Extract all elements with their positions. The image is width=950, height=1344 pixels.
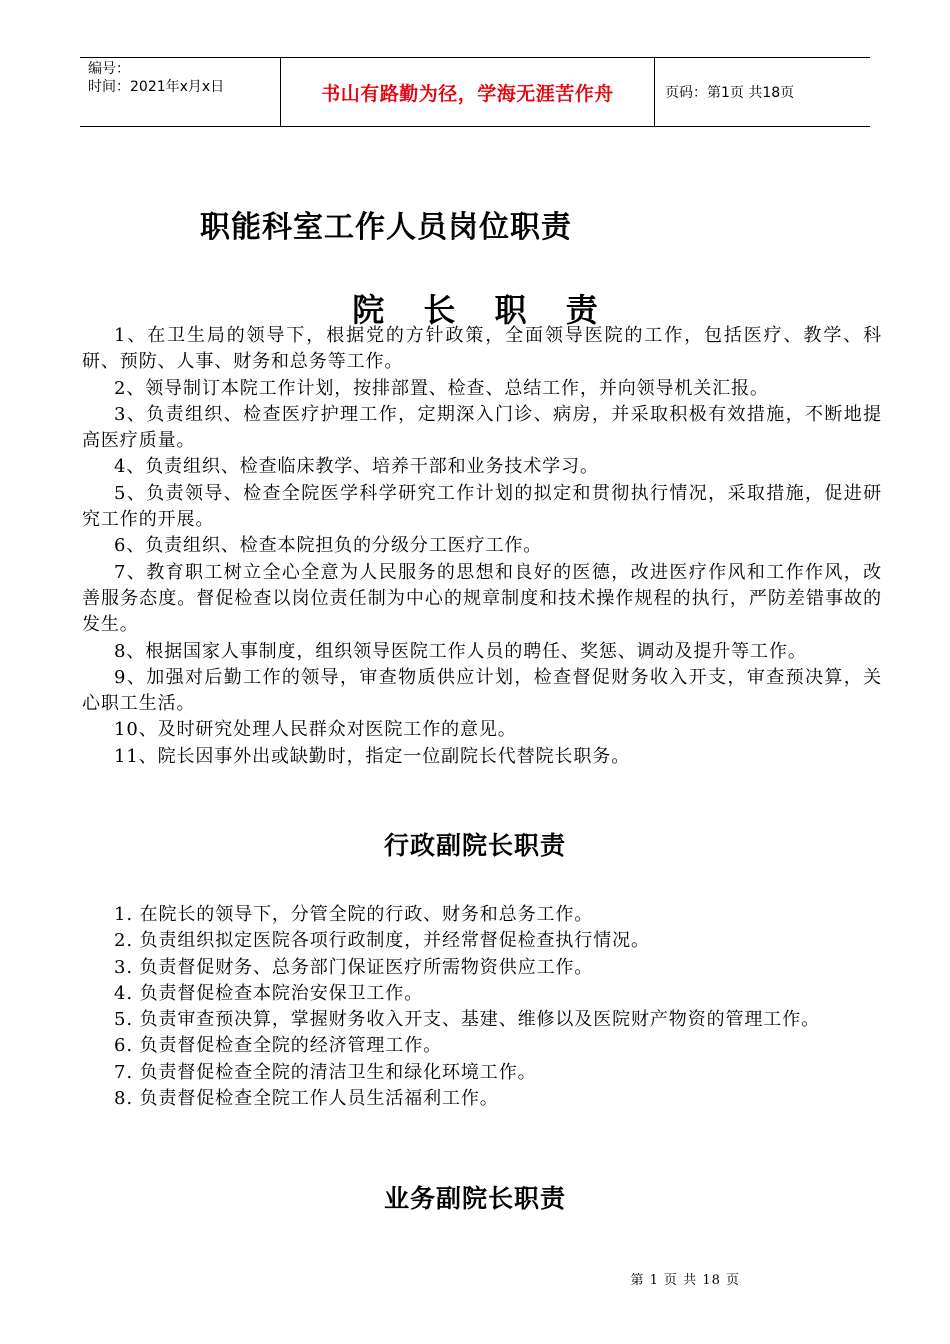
list-item: 5、负责领导、检查全院医学科学研究工作计划的拟定和贯彻执行情况，采取措施，促进研究工作的开展。	[82, 482, 882, 531]
list-item: 8、根据国家人事制度，组织领导医院工作人员的聘任、奖惩、调动及提升等工作。	[114, 640, 807, 662]
list-item: 7、教育职工树立全心全意为人民服务的思想和良好的医德，改进医疗作风和工作作风，改善服务态度。督促检查以岗位责任制为中心的规章制度和技术操作规程的执行，严防差错事故的发生。	[82, 561, 882, 636]
section-body-president	[82, 323, 882, 770]
list-item: 4、负责组织、检查临床教学、培养干部和业务技术学习。	[114, 456, 599, 478]
section-title-president: 院 长 职 责	[352, 291, 612, 329]
list-item: 8. 负责督促检查全院工作人员生活福利工作。	[114, 1088, 499, 1110]
list-item: 6、负责组织、检查本院担负的分级分工医疗工作。	[114, 535, 543, 557]
section-body-admin-vice	[82, 902, 882, 1112]
list-item: 7. 负责督促检查全院的清洁卫生和绿化环境工作。	[114, 1061, 537, 1083]
header-motto: 书山有路勤为径，学海无涯苦作舟	[281, 58, 655, 126]
list-item: 4. 负责督促检查本院治安保卫工作。	[114, 982, 424, 1004]
header-meta	[80, 58, 281, 126]
list-item: 2. 负责组织拟定医院各项行政制度，并经常督促检查执行情况。	[114, 930, 650, 952]
page-header	[80, 57, 870, 127]
list-item: 6. 负责督促检查全院的经济管理工作。	[114, 1035, 442, 1057]
list-item: 10、及时研究处理人民群众对医院工作的意见。	[114, 719, 517, 741]
document-time-label: 时间：2021年x月x日	[88, 79, 225, 95]
list-item: 2、领导制订本院工作计划，按排部置、检查、总结工作，并向领导机关汇报。	[114, 377, 769, 399]
list-item: 11、院长因事外出或缺勤时，指定一位副院长代替院长职务。	[114, 745, 631, 767]
list-item: 1. 在院长的领导下，分管全院的行政、财务和总务工作。	[114, 904, 594, 925]
list-item: 9、加强对后勤工作的领导，审查物质供应计划，检查督促财务收入开支，审查预决算，关心职工生活。	[82, 666, 882, 715]
section-title-admin-vice: 行政副院长职责	[383, 831, 566, 860]
list-item: 1、在卫生局的领导下，根据党的方针政策，全面领导医院的工作，包括医疗、教学、科研、预防、人事、财务和总务等工作。	[82, 325, 882, 373]
list-item: 3. 负责督促财务、总务部门保证医疗所需物资供应工作。	[114, 956, 594, 978]
document-number-label: 编号：	[88, 61, 130, 77]
list-item: 5. 负责审查预决算，掌握财务收入开支、基建、维修以及医院财产物资的管理工作。	[114, 1009, 820, 1031]
header-page-info: 页码：第1页 共18页	[665, 85, 795, 101]
list-item: 3、负责组织、检查医疗护理工作，定期深入门诊、病房，并采取积极有效措施，不断地提高医疗质量。	[82, 403, 882, 452]
section-title-medical-vice: 业务副院长职责	[383, 1184, 566, 1213]
document-title: 职能科室工作人员岗位职责	[200, 210, 572, 245]
page-footer: 第 1 页 共 18 页	[630, 1273, 740, 1288]
